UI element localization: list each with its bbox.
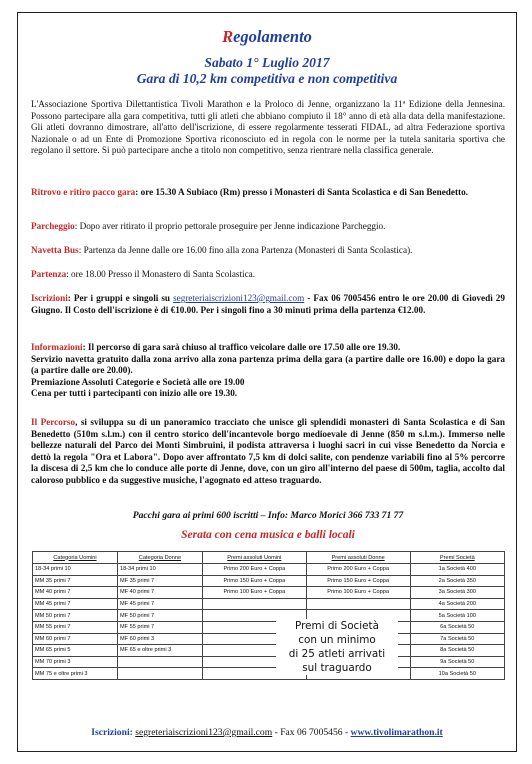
table-row bbox=[33, 598, 505, 610]
table-cell: 18-34 primi 10 bbox=[117, 564, 202, 576]
premi-table bbox=[32, 551, 505, 680]
table-cell: 5a Società 100 bbox=[410, 610, 504, 622]
table-cell: MM 60 primi 7 bbox=[33, 633, 118, 645]
table-cell: MM 40 primi 7 bbox=[33, 587, 118, 599]
table-cell: 2a Società 350 bbox=[410, 575, 504, 587]
iscrizioni-email-link[interactable]: segreteriaiscrizioni123@gmail.com bbox=[173, 293, 305, 303]
table-row bbox=[33, 575, 505, 587]
title-rest: egolamento bbox=[233, 27, 312, 46]
table-row bbox=[33, 564, 505, 576]
header-categoria-donne: Categoria Donne bbox=[117, 552, 202, 564]
footer-label: Iscrizioni: bbox=[91, 727, 133, 738]
table-cell bbox=[202, 598, 306, 610]
table-cell: MF 65 e oltre primi 3 bbox=[117, 645, 202, 657]
table-cell: Primo 200 Euro + Coppa bbox=[202, 564, 306, 576]
table-cell: MM 75 e oltre primi 3 bbox=[33, 668, 118, 680]
table-cell: MM 50 primi 7 bbox=[33, 610, 118, 622]
table-cell bbox=[117, 656, 202, 668]
table-row bbox=[33, 587, 505, 599]
premi-societa-note: Premi di Società con un minimo di 25 atleti arrivati sul traguardo bbox=[276, 619, 398, 675]
section-ritrovo: Ritrovo e ritiro pacco gara: ore 15.30 A Subiaco (Rm) presso i Monasteri di Santa Scolastica e di San Benedetto. bbox=[31, 187, 468, 197]
info-line: Cena per tutti i partecipanti con inizio alle ore 19.30. bbox=[31, 388, 238, 399]
header-premi-donne: Premi assoluti Donne bbox=[306, 552, 410, 564]
table-row bbox=[33, 633, 505, 645]
table-cell: 18-34 primi 10 bbox=[33, 564, 118, 576]
section-informazioni: Informazioni: Il percorso di gara sarà chiuso al traffico veicolare dalle ore 17.50 alle ore 19.30. Servizio navetta gratuito dalla zona arrivo alla zona partenza prima della gara (a partire dalle ore 16.00) e dopo la gara (a partire dalle ore 20.00). Premiazione Assoluti Categorie e Società alle ore 19.00 Cena per tutti i partecipanti con inizio alle ore 19.30. bbox=[31, 342, 505, 399]
table-cell: 1a Società 400 bbox=[410, 564, 504, 576]
info-line: Servizio navetta gratuito dalla zona arrivo alla zona partenza prima della gara (a partire dalle ore 16.00) e dopo la gara (a partire dalle ore 20.00). bbox=[31, 353, 505, 376]
table-cell: 10a Società 50 bbox=[410, 668, 504, 680]
table-cell: 3a Società 300 bbox=[410, 587, 504, 599]
header-categoria-uomini: Categoria Uomini bbox=[33, 552, 118, 564]
pacchi-gara: Pacchi gara ai primi 600 iscritti – Info: Marco Morici 366 733 71 77 bbox=[132, 510, 404, 521]
section-navetta: Navetta Bus: Partenza da Jenne dalle ore 16.00 fino alla zona Partenza (Monasteri di Santa Scolastica). bbox=[31, 245, 413, 255]
table-cell: 4a Società 200 bbox=[410, 598, 504, 610]
table-cell bbox=[306, 598, 410, 610]
header-premi-societa: Premi Società bbox=[410, 552, 504, 564]
table-cell: Primo 150 Euro + Coppa bbox=[306, 575, 410, 587]
page-title: Regolamento bbox=[222, 27, 312, 46]
table-cell: MM 45 primi 7 bbox=[33, 598, 118, 610]
header-premi-uomini: Premi assoluti Uomini bbox=[202, 552, 306, 564]
table-cell: MF 35 primi 7 bbox=[117, 575, 202, 587]
table-row bbox=[33, 645, 505, 657]
section-partenza: Partenza: ore 18.00 Presso il Monastero di Santa Scolastica. bbox=[31, 269, 256, 279]
section-percorso: Il Percorso, si sviluppa su di un panoramico tracciato che unisce gli splendidi monasteri di Santa Scolastica e di San Benedetto (510m s.l.m.) con il centro storico dell'incantevole borgo medioevale di Jenne (850 m s.l.m.). Immerso nelle bellezze naturali del Parco dei Monti Simbruini, il podista attraversa i luoghi sacri in cui visse Benedetto da Norcia e dettò la regola "Ora et Labora". Dopo aver affrontato 7,5 km di dolci salite, con pendenze variabili fino al 5% percorre la discesa di 2,5 km che lo conduce alle porte di Jenne, dove, con un giro all'interno del paese di 500m, taglia, accolto dal caloroso pubblico e da suggestive musiche, l'agognato ed atteso traguardo. bbox=[31, 417, 506, 485]
table-cell: Primo 200 Euro + Coppa bbox=[306, 564, 410, 576]
table-cell: MM 70 primi 3 bbox=[33, 656, 118, 668]
section-iscrizioni: Iscrizioni: Per i gruppi e singoli su segreteriaiscrizioni123@gmail.com - Fax 06 7005456 entro le ore 20.00 di Giovedì 29 Giugno. Il Costo dell'iscrizione è di €10.00. Per i singoli fino a 30 minuti prima della partenza €12.00. bbox=[31, 293, 505, 315]
table-cell: MM 35 primi 7 bbox=[33, 575, 118, 587]
table-cell bbox=[117, 668, 202, 680]
table-cell: 7a Società 50 bbox=[410, 633, 504, 645]
intro-paragraph: L'Associazione Sportiva Dilettantistica Tivoli Marathon e la Proloco di Jenne, organizzano la 11ª Edizione della Jennesina. Possono partecipare alla gara competitiva, tutti gli atleti che abbiano compiuto il 18° anno di età alla data della manifestazione. Gli atleti dovranno dimostrare, all'atto dell'iscrizione, di essere regolarmente tesserati FIDAL, ad altra Federazione sportiva Nazionale o ad un Ente di Promozione Sportiva riconosciuto ed in regola con le norme per la tutela sanitaria sportiva che regolano il settore. Si può partecipare anche a titolo non competitivo, senza rientrare nella classifica generale. bbox=[31, 99, 505, 156]
table-cell: MM 55 primi 7 bbox=[33, 621, 118, 633]
footer-fax: - Fax 06 7005456 - bbox=[272, 727, 351, 738]
serata-heading: Serata con cena musica e balli locali bbox=[181, 529, 355, 541]
table-row bbox=[33, 621, 505, 633]
footer bbox=[18, 727, 516, 738]
table-cell: 9a Società 50 bbox=[410, 656, 504, 668]
table-cell: MF 55 primi 7 bbox=[117, 621, 202, 633]
section-parcheggio: Parcheggio: Dopo aver ritirato il proprio pettorale proseguire per Jenne indicazione Parcheggio. bbox=[31, 221, 386, 231]
footer-site-link[interactable]: www.tivolimarathon.it bbox=[350, 727, 443, 738]
table-row bbox=[33, 656, 505, 668]
event-date: Sabato 1° Luglio 2017 bbox=[204, 55, 330, 70]
regolamento-page bbox=[17, 12, 517, 752]
table-cell: MF 60 primi 3 bbox=[117, 633, 202, 645]
info-line: Premiazione Assoluti Categorie e Società alle ore 19.00 bbox=[31, 376, 245, 387]
footer-email-link[interactable]: segreteriaiscrizioni123@gmail.com bbox=[135, 727, 273, 738]
table-cell: Primo 100 Euro + Coppa bbox=[306, 587, 410, 599]
table-cell: MM 65 primi 5 bbox=[33, 645, 118, 657]
table-header-row bbox=[33, 552, 505, 564]
table-cell: Primo 150 Euro + Coppa bbox=[202, 575, 306, 587]
table-row bbox=[33, 610, 505, 622]
table-cell: MF 50 primi 7 bbox=[117, 610, 202, 622]
table-row bbox=[33, 668, 505, 680]
table-cell: 8a Società 50 bbox=[410, 645, 504, 657]
table-cell: MF 40 primi 7 bbox=[117, 587, 202, 599]
race-subtitle: Gara di 10,2 km competitiva e non competitiva bbox=[136, 71, 398, 86]
table-cell: MF 45 primi 7 bbox=[117, 598, 202, 610]
table-cell: Primo 100 Euro + Coppa bbox=[202, 587, 306, 599]
table-cell: 6a Società 50 bbox=[410, 621, 504, 633]
